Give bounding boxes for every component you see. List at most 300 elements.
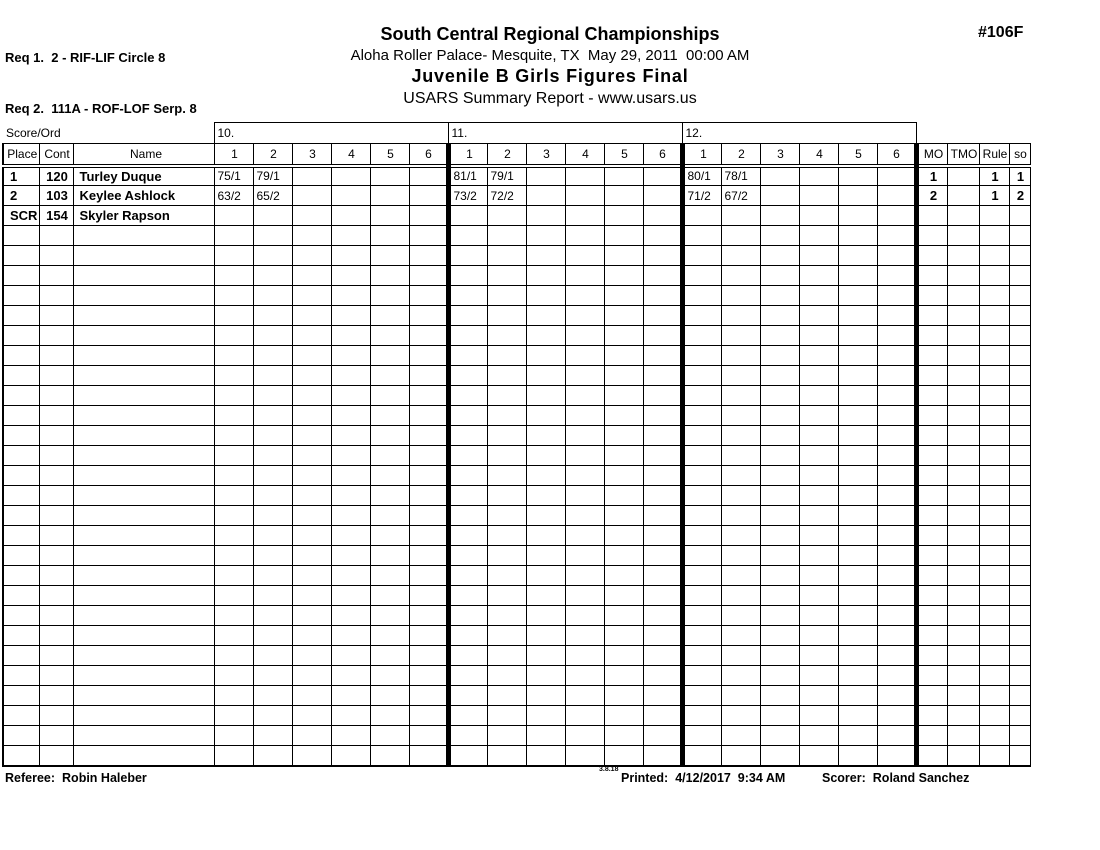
so-cell [1009,226,1030,246]
so-cell [1009,626,1030,646]
score-cell [526,266,565,286]
score-cell [487,666,526,686]
skater-name-cell [73,626,214,646]
score-cell [370,166,409,186]
score-cell [331,186,370,206]
score-cell [409,746,448,766]
so-cell [1009,346,1030,366]
score-cell [760,406,799,426]
score-cell [643,746,682,766]
score-cell [292,606,331,626]
score-cell [253,746,292,766]
score-cell [214,386,253,406]
empty-row [3,746,1030,766]
score-cell [604,446,643,466]
score-cell [370,726,409,746]
score-cell [604,606,643,626]
score-cell [526,286,565,306]
score-cell [721,746,760,766]
rule-cell [979,366,1009,386]
place-cell [3,566,39,586]
score-cell [682,426,721,446]
place-cell [3,586,39,606]
score-cell [721,326,760,346]
score-cell [526,506,565,526]
score-cell [682,546,721,566]
rule-cell [979,586,1009,606]
score-cell [409,166,448,186]
score-cell [721,466,760,486]
score-cell [721,406,760,426]
score-cell [487,426,526,446]
score-cell [721,306,760,326]
empty-row [3,506,1030,526]
score-cell [214,666,253,686]
score-cell [409,366,448,386]
tmo-cell [947,206,979,226]
score-cell [526,206,565,226]
score-cell [487,706,526,726]
score-cell [526,226,565,246]
score-cell [292,346,331,366]
rule-cell [979,746,1009,766]
col-header-judge-1: 1 [682,144,721,166]
score-cell [409,346,448,366]
score-cell [253,266,292,286]
place-cell [3,726,39,746]
score-cell [565,426,604,446]
score-cell [331,666,370,686]
score-cell [370,666,409,686]
empty-row [3,626,1030,646]
rule-cell [979,206,1009,226]
cont-number-cell [39,346,73,366]
score-cell [760,206,799,226]
score-cell [409,426,448,446]
score-cell [682,746,721,766]
score-cell [760,426,799,446]
mo-cell: 2 [916,186,947,206]
score-cell [253,586,292,606]
col-header-judge-5: 5 [604,144,643,166]
place-cell [3,606,39,626]
score-cell [370,366,409,386]
score-cell [526,586,565,606]
score-cell [877,626,916,646]
tmo-cell [947,446,979,466]
score-cell [487,626,526,646]
req-line-2: Req 2. 111A - ROF-LOF Serp. 8 [5,101,197,116]
score-cell [487,746,526,766]
skater-name-cell [73,506,214,526]
score-cell [487,286,526,306]
score-cell [214,446,253,466]
score-cell [487,726,526,746]
tmo-cell [947,606,979,626]
score-cell [370,426,409,446]
score-cell [448,426,487,446]
score-cell [253,506,292,526]
score-cell [682,606,721,626]
skater-name-cell [73,666,214,686]
skater-name-cell [73,306,214,326]
score-cell [838,306,877,326]
score-cell [370,326,409,346]
score-cell [799,186,838,206]
mo-cell [916,566,947,586]
score-cell [292,546,331,566]
tmo-cell [947,346,979,366]
score-cell: 63/2 [214,186,253,206]
so-cell [1009,686,1030,706]
so-cell [1009,526,1030,546]
score-cell [877,666,916,686]
score-cell: 72/2 [487,186,526,206]
group-label-12: 12. [682,123,916,144]
score-cell [253,206,292,226]
score-cell [370,686,409,706]
score-cell [604,426,643,446]
score-cell [643,386,682,406]
cont-number-cell [39,586,73,606]
mo-cell [916,586,947,606]
score-cell [604,326,643,346]
tmo-cell [947,506,979,526]
score-cell [877,646,916,666]
score-cell [487,466,526,486]
score-cell [409,286,448,306]
score-cell [838,206,877,226]
score-cell [643,506,682,526]
score-cell [565,206,604,226]
score-cell [253,446,292,466]
rule-cell [979,646,1009,666]
score-cell [292,306,331,326]
score-cell [799,746,838,766]
score-cell [487,246,526,266]
mo-cell [916,626,947,646]
skater-name-cell [73,686,214,706]
place-cell [3,666,39,686]
score-cell [643,546,682,566]
score-cell [799,466,838,486]
score-cell [682,526,721,546]
skater-name-cell [73,446,214,466]
report-type-line: USARS Summary Report - www.usars.us [403,90,697,107]
score-cell [370,346,409,366]
score-cell [331,386,370,406]
tmo-cell [947,406,979,426]
score-cell [838,186,877,206]
score-cell [565,346,604,366]
score-cell [877,426,916,446]
col-header-judge-4: 4 [799,144,838,166]
score-cell [877,206,916,226]
so-cell [1009,326,1030,346]
score-cell [253,306,292,326]
col-header-mo: MO [916,144,947,166]
score-cell [721,266,760,286]
score-cell [253,406,292,426]
score-cell [292,726,331,746]
score-cell [448,686,487,706]
col-header-judge-5: 5 [838,144,877,166]
score-cell [799,406,838,426]
score-cell [292,426,331,446]
score-cell [370,526,409,546]
rule-cell: 1 [979,166,1009,186]
score-cell [565,566,604,586]
score-cell [292,646,331,666]
cont-number-cell [39,266,73,286]
empty-row [3,526,1030,546]
tmo-cell [947,266,979,286]
so-cell [1009,366,1030,386]
score-cell [799,346,838,366]
score-cell [448,546,487,566]
score-cell [721,286,760,306]
skater-name-cell [73,286,214,306]
score-cell [565,246,604,266]
place-cell: 2 [3,186,39,206]
score-cell [643,246,682,266]
score-cell [487,606,526,626]
cont-number-cell [39,706,73,726]
score-cell [682,506,721,526]
col-header-place: Place [3,144,39,166]
score-cell [565,406,604,426]
tmo-cell [947,386,979,406]
score-cell [877,246,916,266]
score-cell [409,666,448,686]
score-cell: 79/1 [253,166,292,186]
score-cell [604,206,643,226]
score-cell [292,206,331,226]
score-cell [760,506,799,526]
empty-row [3,646,1030,666]
score-cell [565,666,604,686]
score-cell [487,206,526,226]
score-cell [682,206,721,226]
score-cell [643,606,682,626]
score-cell [682,446,721,466]
empty-row [3,706,1030,726]
score-cell [526,346,565,366]
mo-cell [916,706,947,726]
cont-number-cell: 154 [39,206,73,226]
score-cell [682,406,721,426]
tmo-cell [947,646,979,666]
score-ord-label: Score/Ord [6,125,61,140]
skater-name-cell [73,386,214,406]
skater-name-cell [73,726,214,746]
tmo-cell [947,246,979,266]
score-cell [409,466,448,486]
score-cell [838,286,877,306]
score-cell [331,586,370,606]
score-cell [760,746,799,766]
score-cell [487,226,526,246]
cont-number-cell [39,406,73,426]
score-cell [253,386,292,406]
score-cell [331,466,370,486]
referee-credit [5,771,147,785]
score-cell [292,286,331,306]
score-cell [214,746,253,766]
so-cell [1009,566,1030,586]
score-cell [448,206,487,226]
rule-cell [979,706,1009,726]
score-cell [214,466,253,486]
score-cell [877,186,916,206]
place-cell [3,626,39,646]
mo-cell [916,446,947,466]
place-cell [3,366,39,386]
mo-cell [916,606,947,626]
mo-cell [916,346,947,366]
score-cell [487,266,526,286]
score-cell [409,626,448,646]
score-cell [643,166,682,186]
rule-cell [979,566,1009,586]
score-cell [487,526,526,546]
tmo-cell [947,586,979,606]
score-cell [643,686,682,706]
score-cell [448,306,487,326]
score-cell [448,646,487,666]
score-cell [526,486,565,506]
score-cell [565,746,604,766]
place-cell [3,286,39,306]
score-cell [838,226,877,246]
cont-number-cell: 120 [39,166,73,186]
so-cell [1009,206,1030,226]
score-cell [448,466,487,486]
score-cell [838,546,877,566]
score-cell [370,586,409,606]
score-cell [877,326,916,346]
score-cell [604,266,643,286]
score-cell [721,246,760,266]
score-cell [877,566,916,586]
score-cell [448,726,487,746]
skater-name-cell [73,346,214,366]
place-cell [3,426,39,446]
rule-cell [979,526,1009,546]
score-cell [877,226,916,246]
score-cell [526,706,565,726]
score-cell [604,746,643,766]
mo-cell [916,526,947,546]
score-cell [682,566,721,586]
col-header-cont: Cont [39,144,73,166]
score-cell [877,586,916,606]
place-cell [3,246,39,266]
score-cell [370,746,409,766]
mo-cell [916,486,947,506]
skater-name-cell [73,646,214,666]
score-cell [409,206,448,226]
rule-cell [979,486,1009,506]
score-cell [721,546,760,566]
score-cell [448,566,487,586]
score-cell [214,246,253,266]
score-cell [331,266,370,286]
score-cell [604,386,643,406]
score-cell [292,246,331,266]
score-cell [838,246,877,266]
score-cell [565,446,604,466]
score-cell [526,726,565,746]
score-cell [682,246,721,266]
tmo-cell [947,686,979,706]
score-cell [565,326,604,346]
score-cell [760,526,799,546]
score-cell [799,326,838,346]
score-cell [448,506,487,526]
score-cell [565,166,604,186]
score-cell [253,646,292,666]
tmo-cell [947,486,979,506]
score-cell [214,506,253,526]
score-cell [214,566,253,586]
score-cell [682,586,721,606]
skater-name-cell [73,426,214,446]
score-cell [409,566,448,586]
cont-number-cell [39,466,73,486]
score-cell [760,646,799,666]
score-cell [604,686,643,706]
score-cell [838,506,877,526]
score-cell [604,586,643,606]
score-cell [838,706,877,726]
score-cell [799,166,838,186]
cont-number-cell [39,526,73,546]
score-cell [448,286,487,306]
score-cell [721,506,760,526]
mo-cell [916,466,947,486]
score-cell [214,346,253,366]
score-cell [565,486,604,506]
score-cell [331,206,370,226]
score-cell [799,206,838,226]
score-cell [292,186,331,206]
col-header-judge-5: 5 [370,144,409,166]
score-cell [565,286,604,306]
score-cell [565,586,604,606]
score-cell [448,526,487,546]
score-cell [877,506,916,526]
score-cell [292,366,331,386]
empty-row [3,726,1030,746]
score-cell [292,266,331,286]
skater-name-cell: Turley Duque [73,166,214,186]
score-cell [721,366,760,386]
so-cell [1009,706,1030,726]
score-cell [877,606,916,626]
mo-cell [916,546,947,566]
score-cell [214,266,253,286]
place-cell [3,226,39,246]
score-cell [409,246,448,266]
score-cell [721,706,760,726]
tmo-cell [947,426,979,446]
skater-name-cell [73,606,214,626]
score-cell: 65/2 [253,186,292,206]
score-cell [214,626,253,646]
score-cell [409,226,448,246]
score-cell [565,626,604,646]
